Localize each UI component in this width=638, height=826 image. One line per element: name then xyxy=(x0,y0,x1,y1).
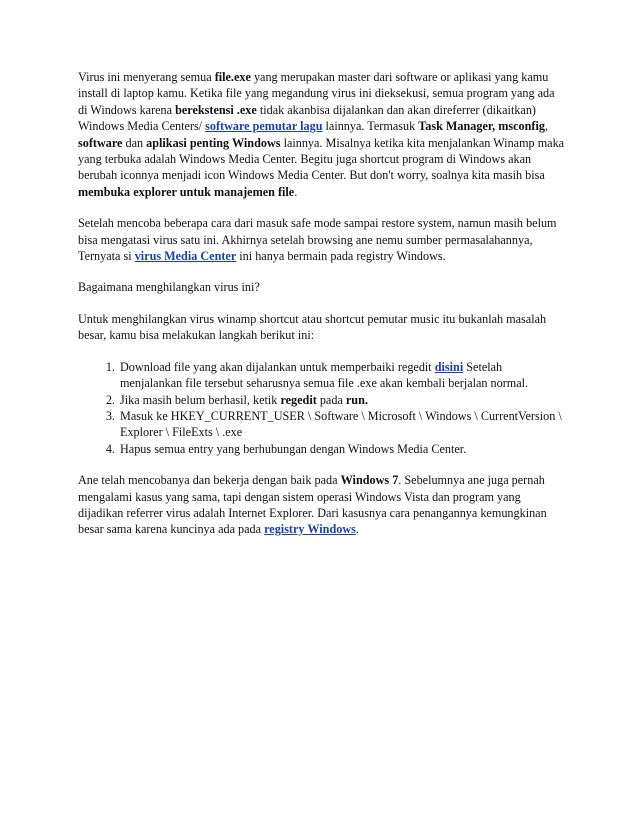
bold-text: Task Manager, msconfig xyxy=(418,119,545,134)
text-run: . xyxy=(355,522,359,537)
list-item xyxy=(118,392,566,408)
paragraph-background xyxy=(78,215,566,264)
text-run: ini hanya bermain pada registry Windows. xyxy=(236,249,446,264)
bold-text: berekstensi .exe xyxy=(175,102,257,117)
list-item xyxy=(118,408,566,441)
text-run: Ane telah mencobanya dan bekerja dengan baik pada xyxy=(78,473,341,488)
paragraph-instructions xyxy=(78,311,566,344)
bold-text: file.exe xyxy=(214,70,251,84)
text-run: Hapus semua entry yang berhubungan dengan Windows Media Center. xyxy=(120,441,467,456)
bold-text: membuka explorer untuk manajemen file xyxy=(78,184,295,199)
text-run: . Sebelumnya ane juga pernah mengalami kasus yang sama, tapi dengan sistem operasi Windows Vista dan program yang dijadikan referrer virus adalah Internet Explorer. Dari kasusnya cara penangannya kemungkinan besar sama karena kuncinya ada pada xyxy=(78,473,547,537)
text-run: yang merupakan master dari software or aplikasi yang kamu install di laptop kamu. Ketika file yang megandung virus ini dieksekusi, semua program yang ada di Windows karena xyxy=(78,70,555,117)
text-link[interactable]: software pemutar lagu xyxy=(205,119,323,134)
paragraph-conclusion xyxy=(78,472,566,538)
text-link[interactable]: virus Media Center xyxy=(134,249,237,264)
text-run: . xyxy=(294,184,298,199)
text-run: , xyxy=(544,119,549,134)
text-run: tidak akanbisa dijalankan dan akan direferrer (dikaitkan) Windows Media Centers/ xyxy=(78,102,536,134)
text-run: Untuk menghilangkan virus winamp shortcut atau shortcut pemutar music itu bukanlah masalah besar, kamu bisa melakukan langkah berikut ini: xyxy=(78,311,547,343)
list-item xyxy=(118,441,566,457)
paragraph-question xyxy=(78,279,566,295)
text-run: Bagaimana menghilangkan virus ini? xyxy=(78,280,260,295)
text-run: Setelah mencoba beberapa cara dari masuk safe mode sampai restore system, namun masih belum bisa mengatasi virus satu ini. Akhirnya setelah browsing ane nemu sumber permasalahannya, Ternyata si xyxy=(78,216,557,264)
bold-text: run. xyxy=(345,392,368,407)
text-link[interactable]: registry Windows xyxy=(264,522,356,537)
bold-text: Windows 7 xyxy=(340,473,399,488)
bold-text: aplikasi penting Windows xyxy=(146,135,281,150)
steps-list xyxy=(78,359,566,457)
text-link[interactable]: disini xyxy=(434,359,464,374)
text-run: pada xyxy=(316,392,346,407)
text-run: lainnya. Misalnya ketika kita menjalankan Winamp maka yang terbuka adalah Windows Media Center. Begitu juga shortcut program di Windows akan berubah iconnya menjadi icon Windows Media Center. But don't worry, soalnya kita masih bisa xyxy=(78,135,565,183)
text-run: Virus ini menyerang semua xyxy=(78,70,215,84)
document-page xyxy=(78,69,566,553)
paragraph-intro xyxy=(78,69,566,200)
text-run: dan xyxy=(122,135,147,150)
text-run: lainnya. Termasuk xyxy=(322,119,419,134)
text-run: Download file yang akan dijalankan untuk memperbaiki regedit xyxy=(120,359,435,374)
text-run: Jika masih belum berhasil, ketik xyxy=(120,392,281,407)
text-run: Masuk ke HKEY_CURRENT_USER \ Software \ Microsoft \ Windows \ CurrentVersion \ Explorer \ FileExts \ .exe xyxy=(120,408,562,440)
list-item xyxy=(118,359,566,392)
bold-text: software xyxy=(78,135,123,150)
bold-text: regedit xyxy=(280,392,317,407)
text-run: Setelah menjalankan file tersebut seharusnya semua file .exe akan kembali berjalan normal. xyxy=(120,359,529,391)
